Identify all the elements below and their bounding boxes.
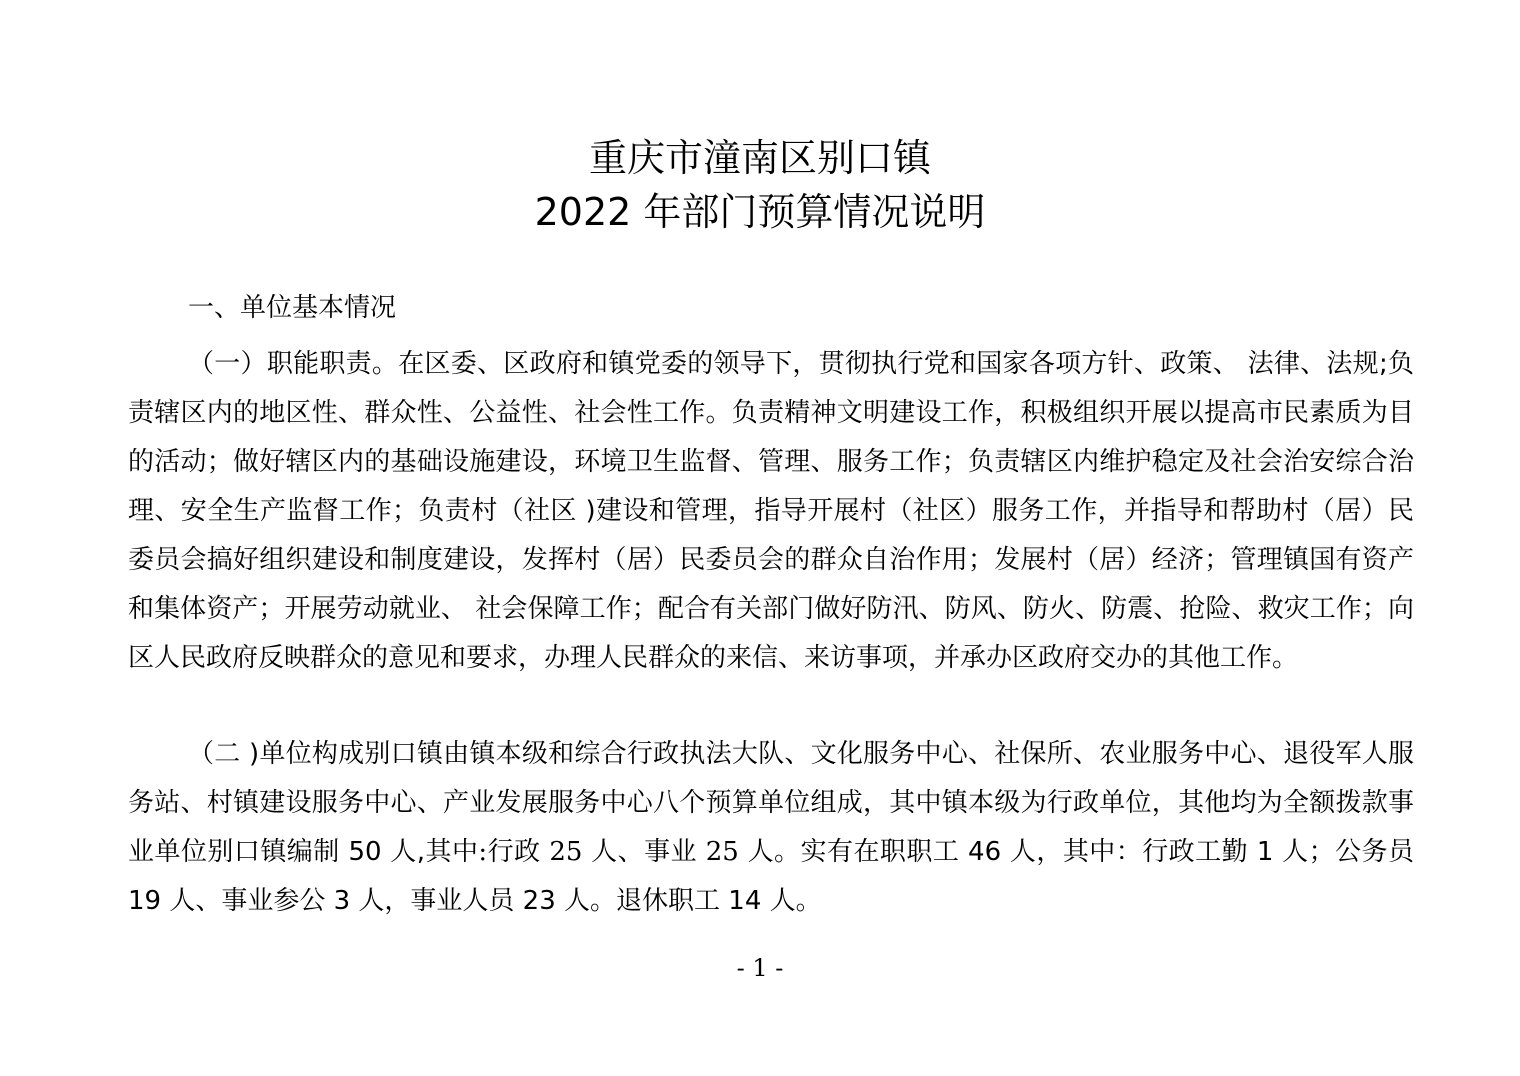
paragraph-composition-text bbox=[128, 730, 1414, 926]
document-title-line2: 2022 年部门预算情况说明 bbox=[534, 190, 986, 234]
document-title-line1: 重庆市潼南区别口镇 bbox=[588, 136, 931, 180]
paragraph-functions bbox=[128, 340, 1414, 683]
composition-text-part2: 其中:行政 25 人、事业 25 人。 bbox=[425, 837, 801, 867]
paragraph-composition bbox=[128, 730, 1414, 926]
paragraph-functions-text: （一）职能职责。在区委、区政府和镇党委的领导下，贯彻执行党和国家各项方针、政策、 法律、法规;负责辖区内的地区性、群众性、公益性、社会性工作。负责精神文明建设工作，积极组织开展以提高市民素质为目的活动；做好辖区内的基础设施建设，环境卫生监督、管理、服务工作；负责辖区内维护稳定及社会治安综合治理、安全生产监督工作；负责村（社区 )建设和管理，指导开展村（社区）服务工作，并指导和帮助村（居）民委员会搞好组织建设和制度建设，发挥村（居）民委员会的群众自治作用；发展村（居）经济；管理镇国有资产和集体资产；开展劳动就业、 社会保障工作；配合有关部门做好防汛、防风、防火、防震、抢险、救灾工作；向区人民政府反映群众的意见和要求，办理人民群众的来信、来访事项，并承办区政府交办的其他工作。 bbox=[128, 349, 1414, 673]
section-heading: 一、单位基本情况 bbox=[188, 293, 397, 323]
composition-text-part3: 实有在职职工 46 人，其中：行政工勤 1 人；公务员 19 人、事业参公 3 人，事业人员 23 人。退休职工 14 人。 bbox=[128, 837, 1414, 916]
composition-text-part1: （二 )单位构成别口镇由镇本级和综合行政执法大队、文化服务中心、社保所、农业服务中心、退役军人服务站、村镇建设服务中心、产业发展服务中心八个预算单位组成，其中镇本级为行政单位，其他均为全额拨款事业单位别口镇编制 50 人, bbox=[128, 739, 1414, 867]
page-number: - 1 - bbox=[736, 954, 784, 982]
